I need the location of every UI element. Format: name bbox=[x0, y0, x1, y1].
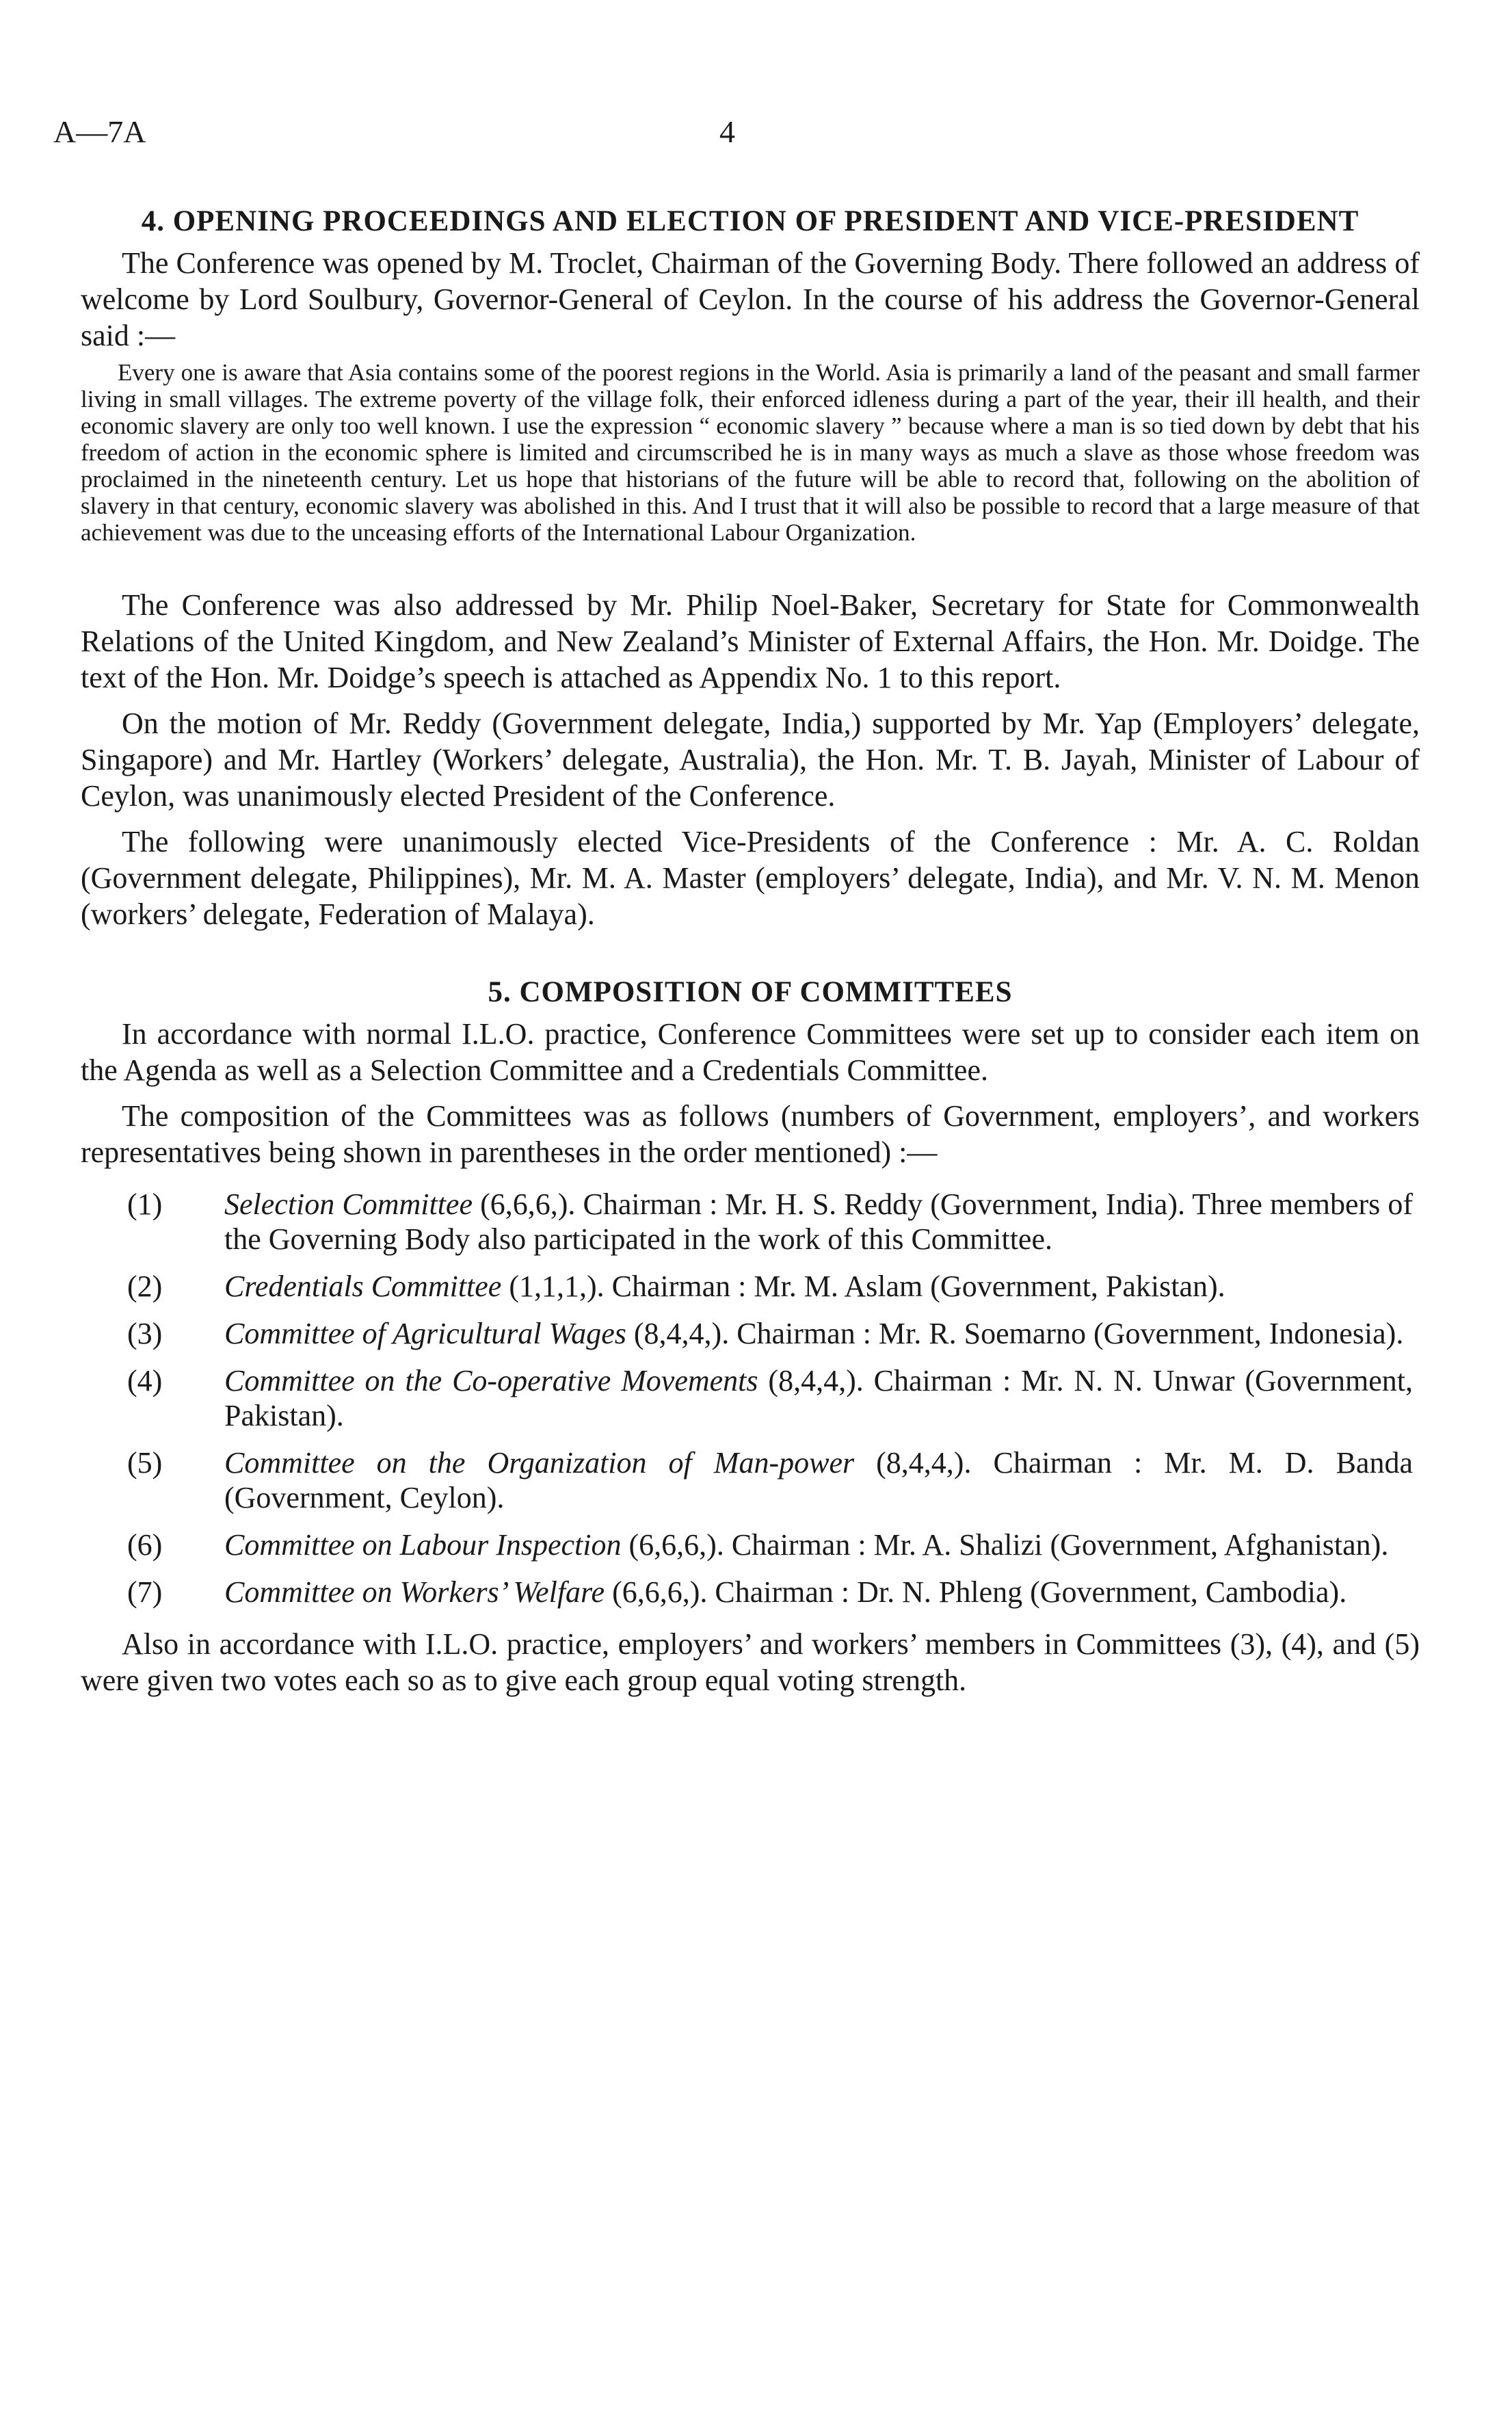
list-item-number: (2) bbox=[127, 1270, 163, 1303]
list-item bbox=[81, 1363, 1420, 1433]
committee-details: (1,1,1,). Chairman : Mr. M. Aslam (Government, Pakistan). bbox=[501, 1270, 1225, 1303]
committee-details: (6,6,6,). Chairman : Mr. H. S. Reddy (Government, India). Three members of the Governing Body also participated in the work of this Committee. bbox=[224, 1187, 1413, 1256]
governor-general-quote: Every one is aware that Asia contains some of the poorest regions in the World. Asia is primarily a land of the peasant and small farmer living in small villages. The extreme poverty of the village folk, their enforced idleness during a part of the year, their ill health, and their economic slavery are only too well known. I use the expression “ economic slavery ” because where a man is so tied down by debt that his freedom of action in the economic sphere is limited and circumscribed he is in many ways as much a slave as those whose freedom was proclaimed in the nineteenth century. Let us hope that historians of the future will be able to record that, following on the abolition of slavery in that century, economic slavery was abolished in this. And I trust that it will also be possible to record that a large measure of that achievement was due to the unceasing efforts of the International Labour Organization. bbox=[81, 359, 1420, 546]
list-item bbox=[81, 1187, 1420, 1257]
addresses-paragraph: The Conference was also addressed by Mr. Philip Noel-Baker, Secretary for State for Commonwealth Relations of the United Kingdom, and New Zealand’s Minister of External Affairs, the Hon. Mr. Doidge. The text of the Hon. Mr. Doidge’s speech is attached as Appendix No. 1 to this report. bbox=[81, 588, 1420, 694]
committee-name: Credentials Committee bbox=[224, 1270, 502, 1303]
list-item-number: (7) bbox=[127, 1575, 163, 1609]
committee-name: Committee on the Co-operative Movements bbox=[224, 1364, 758, 1397]
list-item-number: (3) bbox=[127, 1317, 163, 1350]
committee-details: (8,4,4,). Chairman : Mr. N. N. Unwar (Government, Pakistan). bbox=[224, 1364, 1413, 1432]
list-item-number: (4) bbox=[127, 1364, 163, 1397]
list-item bbox=[81, 1316, 1420, 1351]
section-4-heading: 4. OPENING PROCEEDINGS AND ELECTION OF PRESIDENT AND VICE-PRESIDENT bbox=[141, 205, 1360, 237]
composition-paragraph: The composition of the Committees was as follows (numbers of Government, employers’, and workers representatives being shown in parentheses in the order mentioned) :— bbox=[81, 1099, 1420, 1169]
list-item bbox=[81, 1527, 1420, 1562]
vice-presidents-paragraph: The following were unanimously elected Vice-Presidents of the Conference : Mr. A. C. Roldan (Government delegate, Philippines), Mr. M. A. Master (employers’ delegate, India), and Mr. V. N. M. Menon (workers’ delegate, Federation of Malaya). bbox=[81, 825, 1420, 931]
committee-list bbox=[81, 1187, 1420, 1609]
committee-name: Committee of Agricultural Wages bbox=[224, 1317, 626, 1350]
committee-name: Committee on Workers’ Welfare bbox=[224, 1575, 605, 1609]
list-item bbox=[81, 1575, 1420, 1609]
committee-name: Committee on the Organization of Man-power bbox=[224, 1446, 855, 1480]
committee-details: (8,4,4,). Chairman : Mr. M. D. Banda (Government, Ceylon). bbox=[224, 1446, 1413, 1514]
page-number: 4 bbox=[719, 114, 735, 149]
president-election-paragraph: On the motion of Mr. Reddy (Government delegate, India,) supported by Mr. Yap (Employers’ delegate, Singapore) and Mr. Hartley (Workers’ delegate, Australia), the Hon. Mr. T. B. Jayah, Minister of Labour of Ceylon, was unanimously elected President of the Conference. bbox=[81, 707, 1420, 813]
list-item-number: (1) bbox=[127, 1187, 163, 1221]
committees-intro-paragraph: In accordance with normal I.L.O. practice, Conference Committees were set up to consider each item on the Agenda as well as a Selection Committee and a Credentials Committee. bbox=[81, 1017, 1420, 1087]
list-item bbox=[81, 1445, 1420, 1515]
page-reference: A—7A bbox=[53, 114, 146, 149]
list-item-number: (5) bbox=[127, 1446, 163, 1480]
committee-name: Committee on Labour Inspection bbox=[224, 1528, 622, 1562]
list-item-number: (6) bbox=[127, 1528, 163, 1562]
voting-strength-paragraph: Also in accordance with I.L.O. practice, employers’ and workers’ members in Committees (3), (4), and (5) were given two votes each so as to give each group equal voting strength. bbox=[81, 1627, 1420, 1697]
list-item bbox=[81, 1269, 1420, 1304]
committee-details: (6,6,6,). Chairman : Mr. A. Shalizi (Government, Afghanistan). bbox=[621, 1528, 1389, 1562]
document-body bbox=[81, 205, 1420, 1698]
section-5-heading: 5. COMPOSITION OF COMMITTEES bbox=[488, 976, 1013, 1008]
opening-paragraph: The Conference was opened by M. Troclet, Chairman of the Governing Body. There followed an address of welcome by Lord Soulbury, Governor-General of Ceylon. In the course of his address the Governor-General said :— bbox=[81, 246, 1420, 352]
committee-name: Selection Committee bbox=[224, 1187, 473, 1221]
committee-details: (6,6,6,). Chairman : Dr. N. Phleng (Government, Cambodia). bbox=[605, 1575, 1347, 1609]
committee-details: (8,4,4,). Chairman : Mr. R. Soemarno (Government, Indonesia). bbox=[626, 1317, 1404, 1350]
